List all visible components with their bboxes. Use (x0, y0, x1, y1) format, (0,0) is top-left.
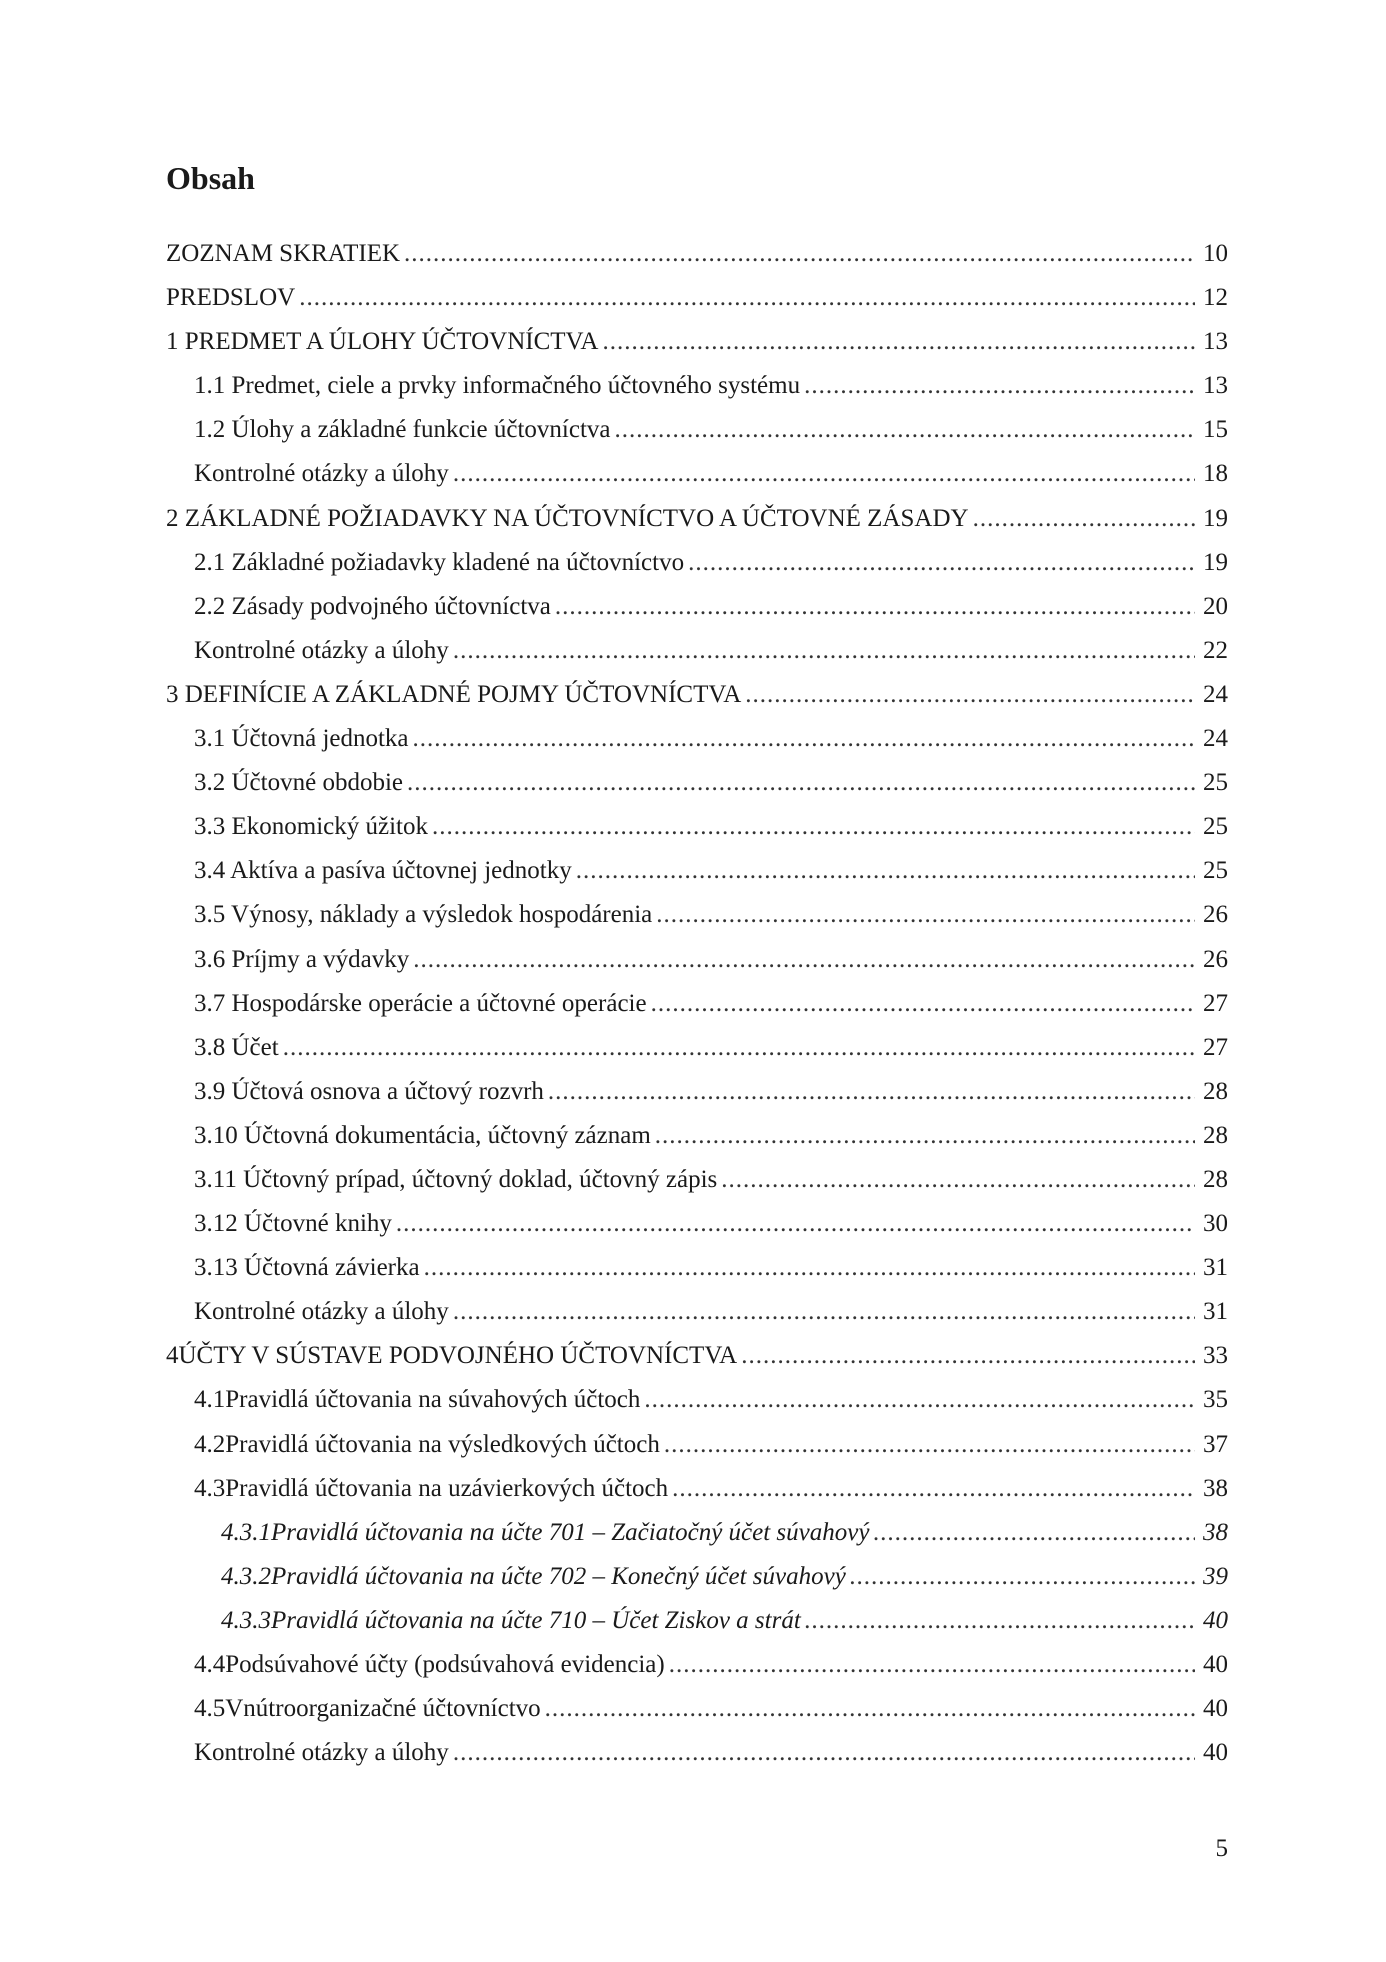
toc-entry-page: 35 (1203, 1386, 1228, 1414)
toc-entry-number: 4 (166, 1342, 179, 1370)
toc-entry-text: 3.1 Účtovná jednotka (194, 725, 409, 753)
toc-entry-page: 25 (1203, 857, 1228, 885)
toc-entry-text: 3.2 Účtovné obdobie (194, 769, 403, 797)
toc-entry-page: 18 (1203, 460, 1228, 488)
dot-leader (602, 328, 1195, 356)
dot-leader (615, 416, 1195, 444)
toc-entry-page: 26 (1203, 901, 1228, 929)
toc-entry-number: 4.3.3 (221, 1606, 271, 1634)
toc-entry-text: 3.8 Účet (194, 1033, 279, 1061)
dot-leader (548, 1078, 1195, 1106)
toc-entry[interactable] (166, 1607, 1228, 1651)
toc-entry[interactable] (166, 1519, 1228, 1563)
toc-entry-text: 3.13 Účtovná závierka (194, 1254, 420, 1282)
toc-entry-page: 10 (1203, 240, 1228, 267)
toc-entry-number: 4.5 (194, 1695, 226, 1723)
toc-entry-page: 27 (1203, 989, 1228, 1017)
toc-entry-text: 3.10 Účtovná dokumentácia, účtovný záznam (194, 1121, 651, 1149)
toc-entry-text: 3 DEFINÍCIE A ZÁKLADNÉ POJMY ÚČTOVNÍCTVA (166, 680, 742, 708)
toc-entry-text: Kontrolné otázky a úlohy (194, 636, 449, 664)
toc-entry-page: 39 (1203, 1562, 1228, 1590)
toc-entry-page: 13 (1203, 328, 1228, 356)
toc-entry-page: 19 (1203, 548, 1228, 576)
toc-entry-page: 37 (1203, 1430, 1228, 1458)
dot-leader (404, 240, 1195, 268)
dot-leader (655, 1122, 1195, 1150)
dot-leader (688, 549, 1195, 577)
toc-entry-page: 24 (1203, 680, 1228, 708)
toc-entry[interactable] (166, 1254, 1228, 1298)
toc-entry-text: Podsúvahové účty (podsúvahová evidencia) (225, 1651, 665, 1678)
dot-leader (555, 593, 1195, 621)
toc-entry[interactable] (166, 1475, 1228, 1519)
page-number: 5 (1215, 1835, 1228, 1862)
dot-leader (545, 1695, 1195, 1723)
toc-entry[interactable] (166, 681, 1228, 725)
toc-entry-page: 40 (1203, 1739, 1228, 1767)
toc-entry-text: Pravidlá účtovania na výsledkových účtoch (225, 1430, 660, 1458)
toc-entry-page: 38 (1203, 1518, 1228, 1546)
toc-entry-text: PREDSLOV (166, 284, 296, 312)
dot-leader (283, 1034, 1195, 1062)
toc-entry-text: 3.12 Účtovné knihy (194, 1210, 392, 1238)
dot-leader (873, 1519, 1195, 1547)
dot-leader (741, 1342, 1195, 1370)
toc-entry-number: 4.3.2 (221, 1562, 271, 1590)
toc-entry-page: 28 (1203, 1165, 1228, 1193)
toc-entry-text: ZOZNAM SKRATIEK (166, 240, 401, 267)
dot-leader (396, 1210, 1195, 1238)
dot-leader (664, 1431, 1195, 1459)
dot-leader (424, 1254, 1195, 1282)
toc-entry-page: 13 (1203, 372, 1228, 400)
toc-entry-page: 25 (1203, 769, 1228, 797)
dot-leader (413, 946, 1195, 974)
toc-entry[interactable] (166, 284, 1228, 328)
toc-entry-text: Pravidlá účtovania na účte 710 – Účet Ziskov a strát (271, 1606, 801, 1634)
toc-entry-page: 12 (1203, 284, 1228, 312)
toc-entry-page: 24 (1203, 725, 1228, 753)
toc-entry-text: 1.1 Predmet, ciele a prvky informačného účtovného systému (194, 372, 801, 400)
toc-entry-text: 3.4 Aktíva a pasíva účtovnej jednotky (194, 857, 572, 885)
toc-entry[interactable] (166, 725, 1228, 769)
toc-entry-text: 2.2 Zásady podvojného účtovníctva (194, 592, 551, 620)
dot-leader (973, 505, 1195, 533)
dot-leader (453, 1739, 1195, 1767)
toc-entry-text: ÚČTY V SÚSTAVE PODVOJNÉHO ÚČTOVNÍCTVA (178, 1342, 738, 1370)
toc-entry[interactable] (166, 505, 1228, 549)
toc-entry-text: Pravidlá účtovania na súvahových účtoch (225, 1386, 641, 1414)
dot-leader (656, 901, 1195, 929)
dot-leader (805, 1607, 1195, 1635)
toc-entry[interactable] (166, 1695, 1228, 1739)
toc-entry-text: Pravidlá účtovania na účte 701 – Začiatočný účet súvahový (271, 1518, 870, 1546)
toc-entry-text: Kontrolné otázky a úlohy (194, 1739, 449, 1767)
toc-entry[interactable] (166, 1166, 1228, 1210)
toc-entry-page: 22 (1203, 636, 1228, 664)
toc-entry[interactable] (166, 946, 1228, 990)
toc-entry-number: 4.3.1 (221, 1518, 271, 1546)
toc-entry-page: 38 (1203, 1474, 1228, 1502)
dot-leader (576, 857, 1195, 885)
dot-leader (644, 1386, 1195, 1414)
toc-entry[interactable] (166, 1122, 1228, 1166)
toc-entry-page: 30 (1203, 1210, 1228, 1238)
toc-entry-page: 28 (1203, 1077, 1228, 1105)
toc-entry[interactable] (166, 901, 1228, 945)
toc-entry-text: Kontrolné otázky a úlohy (194, 460, 449, 488)
toc-entry[interactable] (166, 813, 1228, 857)
page-title: Obsah (166, 160, 255, 196)
toc-entry[interactable] (166, 1210, 1228, 1254)
toc-entry-text: 2 ZÁKLADNÉ POŽIADAVKY NA ÚČTOVNÍCTVO A ÚČTOVNÉ ZÁSADY (166, 504, 969, 532)
toc-entry-page: 33 (1203, 1342, 1228, 1370)
toc-entry-page: 28 (1203, 1121, 1228, 1149)
toc-entry-page: 20 (1203, 592, 1228, 620)
toc-entry-text: 1 PREDMET A ÚLOHY ÚČTOVNÍCTVA (166, 328, 599, 356)
dot-leader (669, 1651, 1195, 1679)
toc-entry[interactable] (166, 372, 1228, 416)
toc-entry[interactable] (166, 328, 1228, 372)
toc-entry-text: 3.11 Účtovný prípad, účtovný doklad, účtovný zápis (194, 1165, 718, 1193)
dot-leader (407, 769, 1195, 797)
toc-entry-page: 31 (1203, 1254, 1228, 1282)
toc-entry[interactable] (166, 1651, 1228, 1695)
toc-entry-text: 3.3 Ekonomický úžitok (194, 813, 428, 841)
dot-leader (432, 813, 1195, 841)
toc-entry-text: Vnútroorganizačné účtovníctvo (225, 1695, 541, 1723)
toc-entry[interactable] (166, 990, 1228, 1034)
toc-entry[interactable] (166, 1563, 1228, 1607)
toc-entry-page: 27 (1203, 1033, 1228, 1061)
toc-entry-text: 3.5 Výnosy, náklady a výsledok hospodárenia (194, 901, 653, 929)
toc-entry-page: 40 (1203, 1695, 1228, 1723)
dot-leader (721, 1166, 1195, 1194)
toc-entry-text: Pravidlá účtovania na účte 702 – Konečný účet súvahový (271, 1562, 846, 1590)
toc-entry-page: 19 (1203, 504, 1228, 532)
toc-entry[interactable] (166, 593, 1228, 637)
dot-leader (453, 637, 1195, 665)
toc-entry-page: 40 (1203, 1651, 1228, 1678)
toc-entry[interactable] (166, 857, 1228, 901)
toc-entry[interactable] (166, 1298, 1228, 1342)
dot-leader (672, 1475, 1195, 1503)
toc-entry-text: Pravidlá účtovania na uzávierkových účtoch (225, 1474, 669, 1502)
toc-entry[interactable] (166, 1034, 1228, 1078)
toc-entry-text: 2.1 Základné požiadavky kladené na účtovníctvo (194, 548, 685, 576)
toc-entry-number: 4.4 (194, 1651, 226, 1678)
toc-entry-number: 4.2 (194, 1430, 226, 1458)
toc-entry[interactable] (166, 1386, 1228, 1430)
toc-entry-text: 3.7 Hospodárske operácie a účtovné operácie (194, 989, 647, 1017)
toc-entry-page: 31 (1203, 1298, 1228, 1326)
toc-entry[interactable] (166, 460, 1228, 504)
dot-leader (651, 990, 1195, 1018)
toc-entry-page: 15 (1203, 416, 1228, 444)
toc-entry-page: 26 (1203, 945, 1228, 973)
toc-entry-text: Kontrolné otázky a úlohy (194, 1298, 449, 1326)
dot-leader (850, 1563, 1195, 1591)
toc-entry-text: 1.2 Úlohy a základné funkcie účtovníctva (194, 416, 611, 444)
dot-leader (453, 460, 1195, 488)
toc-entry[interactable] (166, 416, 1228, 460)
dot-leader (413, 725, 1195, 753)
table-of-contents (166, 240, 1228, 1783)
toc-entry-page: 25 (1203, 813, 1228, 841)
toc-entry[interactable] (166, 1078, 1228, 1122)
toc-entry[interactable] (166, 769, 1228, 813)
toc-entry[interactable] (166, 637, 1228, 681)
toc-entry[interactable] (166, 549, 1228, 593)
dot-leader (745, 681, 1195, 709)
toc-entry[interactable] (166, 1431, 1228, 1475)
toc-entry-number: 4.1 (194, 1386, 226, 1414)
toc-entry-text: 3.9 Účtová osnova a účtový rozvrh (194, 1077, 544, 1105)
toc-entry[interactable] (166, 1342, 1228, 1386)
toc-entry[interactable] (166, 1739, 1228, 1783)
dot-leader (804, 372, 1195, 400)
toc-entry[interactable] (166, 240, 1228, 284)
dot-leader (299, 284, 1195, 312)
dot-leader (453, 1298, 1195, 1326)
toc-entry-text: 3.6 Príjmy a výdavky (194, 945, 410, 973)
toc-entry-page: 40 (1203, 1606, 1228, 1634)
toc-entry-number: 4.3 (194, 1474, 226, 1502)
